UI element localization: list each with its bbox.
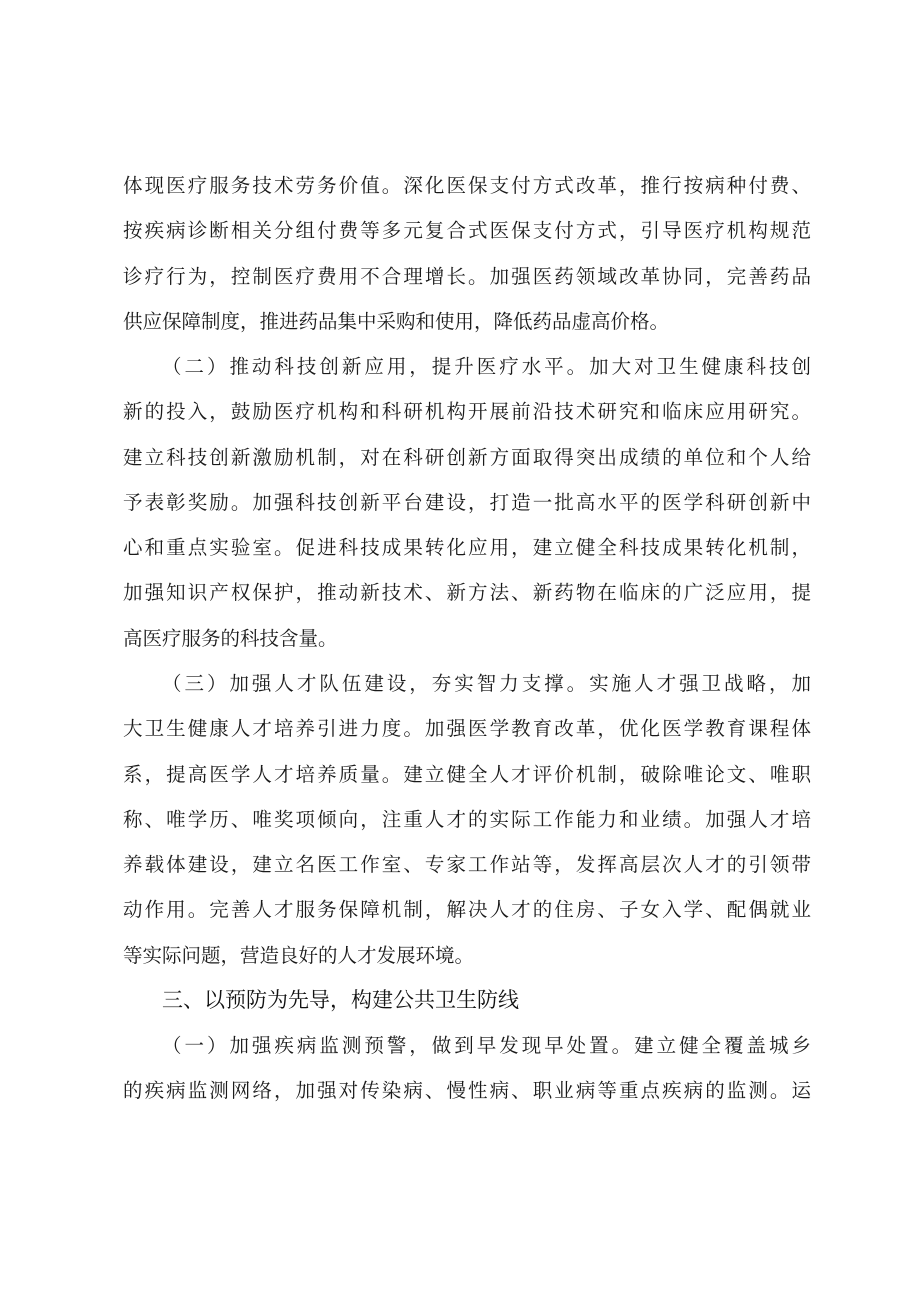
paragraph-line: 新的投入，鼓励医疗机构和科研机构开展前沿技术研究和临床应用研究。 xyxy=(123,400,811,423)
paragraph-line: 的疾病监测网络，加强对传染病、慢性病、职业病等重点疾病的监测。运 xyxy=(123,1079,811,1102)
paragraph-line: 动作用。完善人才服务保障机制，解决人才的住房、子女入学、配偶就业 xyxy=(123,898,811,921)
paragraph-line: 心和重点实验室。促进科技成果转化应用，建立健全科技成果转化机制， xyxy=(123,536,811,559)
paragraph-line: 供应保障制度，推进药品集中采购和使用，降低药品虚高价格。 xyxy=(123,310,670,333)
paragraph-line: 予表彰奖励。加强科技创新平台建设，打造一批高水平的医学科研创新中 xyxy=(123,491,811,514)
paragraph-line: 诊疗行为，控制医疗费用不合理增长。加强医药领域改革协同，完善药品 xyxy=(123,265,811,288)
paragraph-line: 建立科技创新激励机制，对在科研创新方面取得突出成绩的单位和个人给 xyxy=(123,446,811,469)
paragraph-line: 加强知识产权保护，推动新技术、新方法、新药物在临床的广泛应用，提 xyxy=(123,581,811,604)
paragraph-line: （一）加强疾病监测预警，做到早发现早处置。建立健全覆盖城乡 xyxy=(162,1034,811,1057)
paragraph-line: 大卫生健康人才培养引进力度。加强医学教育改革，优化医学教育课程体 xyxy=(123,717,811,740)
paragraph-line: 按疾病诊断相关分组付费等多元复合式医保支付方式，引导医疗机构规范 xyxy=(123,219,811,242)
paragraph-line: 等实际问题，营造良好的人才发展环境。 xyxy=(123,944,475,967)
paragraph-line: （三）加强人才队伍建设，夯实智力支撑。实施人才强卫战略，加 xyxy=(162,672,811,695)
section-heading: 三、以预防为先导，构建公共卫生防线 xyxy=(162,988,519,1012)
paragraph-line: 高医疗服务的科技含量。 xyxy=(123,627,338,650)
paragraph-line: （二）推动科技创新应用，提升医疗水平。加大对卫生健康科技创 xyxy=(162,355,811,378)
paragraph-line: 体现医疗服务技术劳务价值。深化医保支付方式改革，推行按病种付费、 xyxy=(123,174,811,197)
paragraph-line: 系，提高医学人才培养质量。建立健全人才评价机制，破除唯论文、唯职 xyxy=(123,763,811,786)
paragraph-line: 称、唯学历、唯奖项倾向，注重人才的实际工作能力和业绩。加强人才培 xyxy=(123,808,811,831)
paragraph-line: 养载体建设，建立名医工作室、专家工作站等，发挥高层次人才的引领带 xyxy=(123,853,811,876)
